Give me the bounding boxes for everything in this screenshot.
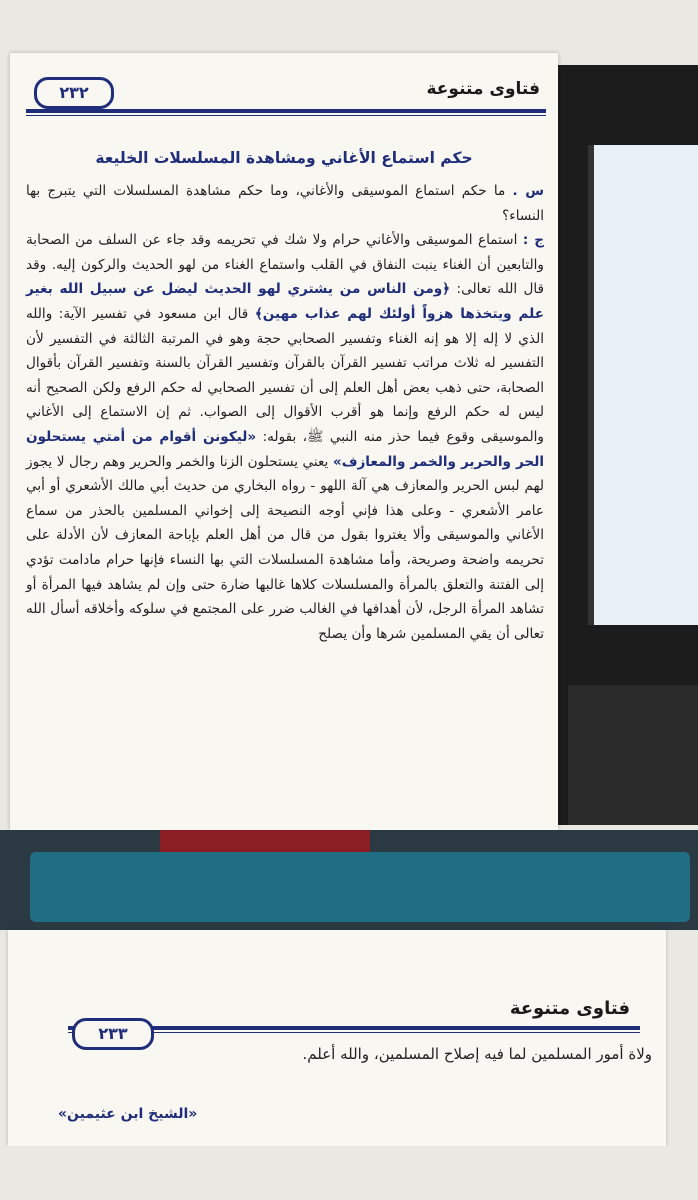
question-marker: س . (512, 183, 545, 199)
answer-paragraph (26, 228, 544, 646)
book-page-233 (8, 930, 666, 1146)
header-rule-thin (26, 115, 546, 116)
quran-verse: ﴿ومن الناس من يشتري لهو الحديث ليضل عن سبيل الله بغير علم ويتخذها هزواً أولئك لهم عذاب مهين﴾ (26, 281, 544, 322)
question-paragraph (26, 179, 544, 228)
header-title: فتاوى متنوعة (426, 79, 540, 99)
header-title: فتاوى متنوعة (509, 998, 630, 1019)
signature-name: الشيخ ابن عثيمين (67, 1106, 189, 1122)
answer-text-2: قال ابن مسعود في تفسير الآية: والله الذي لا إله إلا هو إنه الغناء وتفسير الصحابي حجة وهو في المرتبة الثالثة في التفسير لأن التفسير له ثلاث مراتب تفسير القرآن بالقرآن وتفسير القرآن بالسنة وتفسير القرآن بأقوال الصحابة، حتى ذهب بعض أهل العلم إلى أن تفسير الصحابي له حكم الرفع ولكن الصحيح أنه ليس له حكم الرفع وإنما هو أقرب الأقوال إلى الصواب. ثم إن الاستماع إلى الأغاني والموسيقى وقوع فيما حذر منه النبي ﷺ، بقوله: (26, 305, 544, 445)
laptop (558, 65, 698, 825)
hadith-quote: «ليكونن أقوام من أمتي يستحلون الحر والحرير والخمر والمعازف» (26, 428, 544, 470)
question-text: ما حكم استماع الموسيقى والأغاني، وما حكم مشاهدة المسلسلات التي يتبرج بها النساء؟ (26, 183, 544, 224)
header-rule (26, 109, 546, 113)
section-title: حكم استماع الأغاني ومشاهدة المسلسلات الخليعة (95, 149, 473, 167)
signature: «الشيخ ابن عثيمين» (58, 1106, 198, 1122)
page-number-badge: ٢٣٢ (34, 77, 114, 109)
teal-book-case (30, 852, 690, 922)
laptop-keyboard (568, 685, 698, 825)
answer-text-1: استماع الموسيقى والأغاني حرام ولا شك في تحريمه وقد جاء عن السلف من الصحابة والتابعين أن الغناء ينبت النفاق في القلب واستماع الغناء من لهو الحديث والركون إليه. وقد قال الله تعالى: (26, 232, 545, 298)
fatwa-body (26, 179, 544, 646)
answer-marker: ج : (522, 232, 544, 249)
background-edge (0, 1146, 698, 1200)
answer-text-3: يعني يستحلون الزنا والخمر والحرير وهم رجال لا يجوز لهم لبس الحرير والمعازف هي آلة اللهو - رواه البخاري من حديث أبي مالك الأشعري أو أبي عامر الأشعري - وعلى هذا فإني أوجه النصيحة إلى إخواني المسلمين بالحذر من سماع الأغاني والموسيقى وألا يغتروا بقول من قال من أهل العلم بإباحة المعازف لأن الأدلة على تحريمه واضحة وصريحة، وأما مشاهدة المسلسلات التي بها النساء فإنها حرام مادامت تؤدي إلى الفتنة والتعلق بالمرأة والمسلسلات كلاها غالبها ضارة حتى وإن لم يشاهد فيها المرأة أو تشاهد المرأة الرجل، لأن أهدافها في الغالب ضرر على المجتمع في سلوكه وأخلاقه أسأل الله تعالى أن يقي المسلمين شرها وأن يصلح (26, 453, 544, 642)
page-number-badge: ٢٣٣ (72, 1018, 154, 1050)
page-header (26, 79, 546, 107)
laptop-screen (588, 145, 698, 625)
book-page-232 (10, 53, 558, 830)
fatwa-conclusion: ولاة أمور المسلمين لما فيه إصلاح المسلمين، والله أعلم. (302, 1045, 652, 1063)
